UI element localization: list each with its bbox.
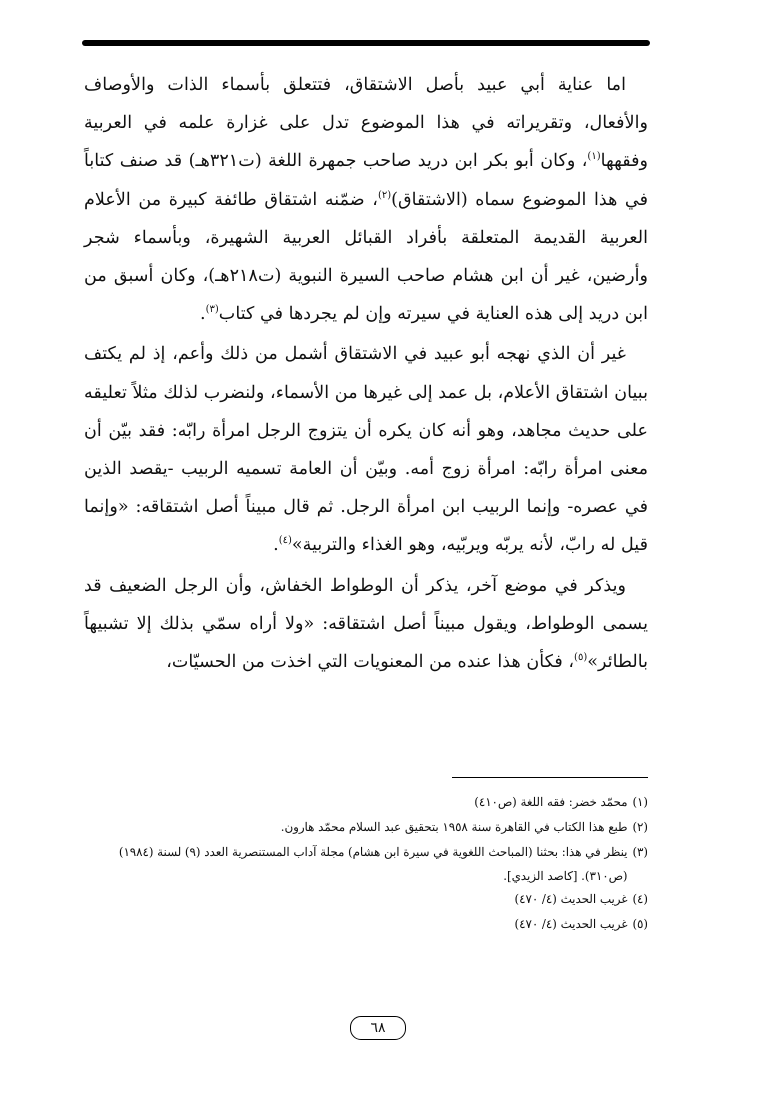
footnote-text: طبع هذا الكتاب في القاهرة سنة ١٩٥٨ بتحقيق عبد السلام محمّد هارون.: [280, 820, 628, 834]
footnotes: [84, 790, 648, 937]
paragraph-text: .: [273, 535, 279, 556]
footnote-4: [84, 887, 648, 912]
paragraph-text: ، ضمّنه اشتقاق طائفة كبيرة من الأعلام العربية القديمة المتعلقة بأفراد القبائل العربية الشهيرة، وبأسماء شجر وأرضين، غير أن ابن هشام صاحب السيرة النبوية (ت٢١٨هـ)، وكان أسبق من ابن دريد إلى هذه العناية في سيرته وإن لم يجردها في كتاب: [84, 189, 648, 325]
footnote-ref-2[interactable]: (٢): [377, 189, 392, 201]
footnote-3: [84, 840, 648, 887]
footnote-text: غريب الحديث (٤/ ٤٧٠): [514, 917, 628, 931]
header-rule: [82, 40, 650, 46]
footnote-ref-1[interactable]: (١): [587, 151, 601, 163]
footnote-ref-5[interactable]: (٥): [574, 652, 588, 664]
footnote-number: (٥): [632, 917, 648, 931]
paragraph-text: اما عناية أبي عبيد بأصل الاشتقاق، فتتعلق بأسماء الذات والأوصاف والأفعال، وتقريراته في هذا الموضوع تدل على غزارة علمه في العربية وفقهها: [84, 75, 648, 172]
footnote-text: محمّد خضر: فقه اللغة (ص٤١٠): [474, 795, 628, 809]
footnote-ref-3[interactable]: (٣): [205, 304, 219, 316]
page-number: ٦٨: [350, 1016, 406, 1040]
footnote-text: ينظر في هذا: بحثنا (المباحث اللغوية في سيرة ابن هشام) مجلة آداب المستنصرية العدد (٩) لسنة (١٩٨٤): [118, 845, 628, 859]
footnote-text: غريب الحديث (٤/ ٤٧٠): [514, 892, 628, 906]
footnote-ref-4[interactable]: (٤): [278, 535, 292, 547]
footnote-number: (٤): [632, 892, 648, 906]
paragraph-text: ، فكأن هذا عنده من المعنويات التي اخذت من الحسيّات،: [166, 652, 575, 673]
paragraph-text: ، وكان أبو بكر ابن دريد صاحب جمهرة اللغة (ت٣٢١هـ) قد صنف كتاباً في هذا الموضوع سماه (الاشتقاق): [84, 151, 649, 210]
footnote-number: (٢): [632, 820, 648, 834]
footnote-5: [84, 912, 648, 937]
footnote-number: (١): [632, 795, 648, 809]
footnote-2: [84, 815, 648, 840]
footnote-separator: [452, 777, 648, 778]
body-text: [84, 66, 648, 683]
footnote-text-block: [84, 840, 627, 887]
paragraph-text: غير أن الذي نهجه أبو عبيد في الاشتقاق أشمل من ذلك وأعم، إذ لم يكتف ببيان اشتقاق الأعلام، بل عمد إلى غيرها من الأسماء، ولنضرب لذلك مثلاً تعليقه على حديث مجاهد، وهو أنه كان يكره أن يتزوج الرجل امرأة رابّه: فقد بيّن أن معنى امرأة رابّه: امرأة زوج أمه. وبيّن أن العامة تسميه الربيب -يقصد الذين في عصره- وإنما الربيب ابن امرأة الرجل. ثم قال مبيناً أصل اشتقاقه: «وإنما قيل له رابّ، لأنه يربّه ويربّيه، وهو الغذاء والتربية»: [84, 344, 648, 556]
paragraph-text: ويذكر في موضع آخر، يذكر أن الوطواط الخفاش، وأن الرجل الضعيف قد يسمى الوطواط، ويقول مبيناً أصل اشتقاقه: «ولا أراه سمّي بذلك إلا تشبيهاً بالطائر»: [84, 575, 648, 673]
footnote-number: (٣): [632, 845, 648, 859]
paragraph-text: .: [200, 304, 206, 325]
paragraph-1: [84, 66, 648, 333]
footnote-1: [84, 790, 648, 815]
footnote-text-continued: (ص٣١٠). [كاصد الزيدي].: [503, 869, 628, 883]
paragraph-3: [84, 567, 648, 682]
paragraph-2: [84, 335, 648, 564]
